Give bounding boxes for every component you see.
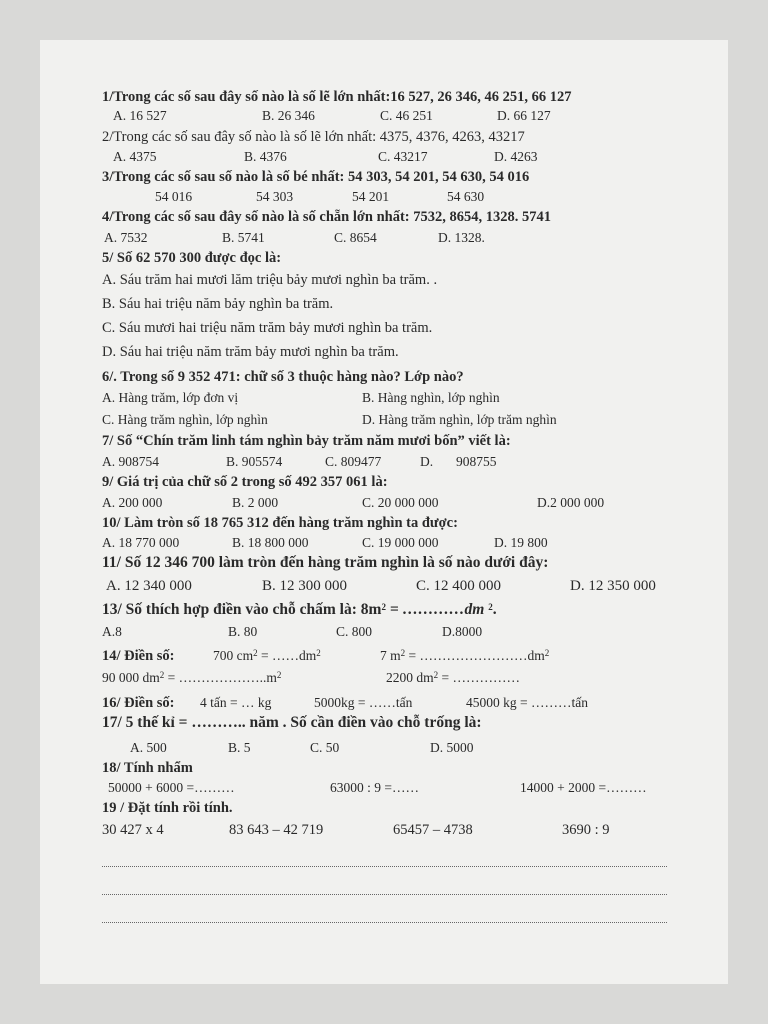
option-7d: D.	[420, 454, 434, 469]
option-2c: C. 43217	[378, 149, 428, 164]
option-13b: B. 80	[228, 624, 258, 639]
calc-18-2: 63000 : 9 =……	[330, 780, 419, 795]
option-11a: A. 12 340 000	[106, 578, 192, 594]
question-5: 5/ Số 62 570 300 được đọc là:	[102, 250, 282, 266]
option-7d-value: 908755	[456, 454, 497, 469]
question-17: 17/ 5 thế kỉ = ……….. năm . Số cần điền vào chỗ trống là:	[102, 714, 482, 731]
option-4b: B. 5741	[222, 230, 265, 245]
question-1: 1/Trong các số sau đây số nào là số lẽ lớn nhất:16 527, 26 346, 46 251, 66 127	[102, 89, 572, 105]
question-9: 9/ Giá trị của chữ số 2 trong số 492 357 061 là:	[102, 474, 388, 490]
fill-14-4: 2200 $dm^2$ = ……………	[386, 670, 521, 685]
option-3d: 54 630	[447, 189, 485, 204]
option-9c: C. 20 000 000	[362, 495, 439, 510]
answer-line-1	[102, 866, 667, 867]
option-2b: B. 4376	[244, 149, 287, 164]
option-1d: D. 66 127	[497, 108, 551, 123]
question-16-label: 16/ Điền số:	[102, 695, 175, 711]
option-2d: D. 4263	[494, 149, 538, 164]
option-3a: 54 016	[155, 189, 193, 204]
option-17d: D. 5000	[430, 740, 474, 755]
question-4: 4/Trong các số sau đây số nào là số chẵn lớn nhất: 7532, 8654, 1328. 5741	[102, 209, 551, 225]
answer-line-2	[102, 894, 667, 895]
option-1b: B. 26 346	[262, 108, 315, 123]
option-6d: D. Hàng trăm nghìn, lớp trăm nghìn	[362, 412, 557, 427]
question-19: 19 / Đặt tính rồi tính.	[102, 800, 233, 816]
option-10c: C. 19 000 000	[362, 535, 439, 550]
option-4d: D. 1328.	[438, 230, 485, 245]
option-3c: 54 201	[352, 189, 390, 204]
question-7: 7/ Số “Chín trăm linh tám nghìn bảy trăm năm mươi bốn” viết là:	[102, 433, 511, 449]
option-5c: C. Sáu mươi hai triệu năm trăm bảy mươi nghìn ba trăm.	[102, 320, 433, 336]
option-5a: A. Sáu trăm hai mươi lăm triệu bảy mươi nghìn ba trăm. .	[102, 272, 438, 288]
fill-14-3: 90 000 $dm^2$ = $\dots\dots\dots\dots\dots\dots..m^2$	[102, 670, 282, 685]
question-10: 10/ Làm tròn số 18 765 312 đến hàng trăm nghìn ta được:	[102, 515, 458, 531]
question-2: 2/Trong các số sau đây số nào là số lẽ lớn nhất: 4375, 4376, 4263, 43217	[102, 129, 525, 145]
question-3: 3/Trong các số sau số nào là số bé nhất: 54 303, 54 201, 54 630, 54 016	[102, 169, 530, 185]
option-5d: D. Sáu hai triệu năm trăm bảy mươi nghìn ba trăm.	[102, 344, 399, 360]
question-18: 18/ Tính nhẩm	[102, 760, 193, 776]
calc-19-3: 65457 – 4738	[393, 822, 473, 838]
option-5b: B. Sáu hai triệu năm bảy nghìn ba trăm.	[102, 296, 334, 312]
question-14-label: 14/ Điền số:	[102, 648, 175, 664]
option-13c: C. 800	[336, 624, 373, 639]
option-13d: D.8000	[442, 624, 483, 639]
option-9b: B. 2 000	[232, 495, 279, 510]
option-17b: B. 5	[228, 740, 251, 755]
option-2a: A. 4375	[113, 149, 157, 164]
option-3b: 54 303	[256, 189, 294, 204]
option-17a: A. 500	[130, 740, 167, 755]
question-6: 6/. Trong số 9 352 471: chữ số 3 thuộc hàng nào? Lớp nào?	[102, 369, 464, 385]
option-7b: B. 905574	[226, 454, 283, 469]
option-9a: A. 200 000	[102, 495, 163, 510]
question-11: 11/ Số 12 346 700 làm tròn đến hàng trăm nghìn là số nào dưới đây:	[102, 554, 549, 571]
option-10d: D. 19 800	[494, 535, 548, 550]
fill-16-3: 45000 kg = ………tấn	[466, 695, 588, 710]
question-13: 13/ Số thích hợp điền vào chỗ chấm là: $8m^2$ = …………dm $^2$.	[102, 601, 497, 618]
option-11d: D. 12 350 000	[570, 578, 656, 594]
option-1c: C. 46 251	[380, 108, 433, 123]
option-9d: D.2 000 000	[537, 495, 605, 510]
option-6c: C. Hàng trăm nghìn, lớp nghìn	[102, 412, 268, 427]
calc-18-3: 14000 + 2000 =………	[520, 780, 647, 795]
option-10a: A. 18 770 000	[102, 535, 180, 550]
option-13a: A.8	[102, 624, 122, 639]
option-11c: C. 12 400 000	[416, 578, 502, 594]
fill-16-1: 4 tấn = … kg	[200, 695, 272, 710]
option-7c: C. 809477	[325, 454, 382, 469]
option-1a: A. 16 527	[113, 108, 167, 123]
option-17c: C. 50	[310, 740, 340, 755]
option-4c: C. 8654	[334, 230, 377, 245]
calc-18-1: 50000 + 6000 =………	[108, 780, 235, 795]
fill-14-2: 7 $m^2$ = $\dots\dots\dots\dots\dots\dots\dots\dots dm^2$	[380, 648, 550, 663]
calc-19-4: 3690 : 9	[562, 822, 610, 838]
option-10b: B. 18 800 000	[232, 535, 309, 550]
fill-16-2: 5000kg = ……tấn	[314, 695, 413, 710]
option-6b: B. Hàng nghìn, lớp nghìn	[362, 390, 500, 405]
option-4a: A. 7532	[104, 230, 148, 245]
option-11b: B. 12 300 000	[262, 578, 348, 594]
option-7a: A. 908754	[102, 454, 159, 469]
answer-line-3	[102, 922, 667, 923]
option-6a: A. Hàng trăm, lớp đơn vị	[102, 390, 239, 405]
calc-19-2: 83 643 – 42 719	[229, 822, 324, 838]
calc-19-1: 30 427 x 4	[102, 822, 164, 838]
fill-14-1: 700 $cm^2$ = $\dots\dots dm^2$	[213, 648, 321, 663]
